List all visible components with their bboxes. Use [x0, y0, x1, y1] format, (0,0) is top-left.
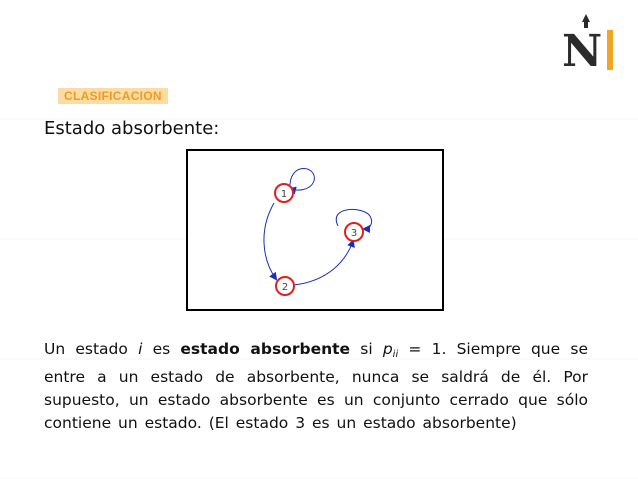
text-segment: es: [142, 340, 181, 358]
section-label: CLASIFICACION: [58, 88, 168, 104]
text-segment: si: [350, 340, 383, 358]
logo-accent-bar: [607, 30, 613, 70]
svg-text:N: N: [562, 26, 603, 72]
variable-p: $p_{ii}$: [382, 340, 399, 360]
text-segment: = 1. Siempre que se entre a un estado de absorbente, nunca se saldrá de él. Por supuesto, un estado absorbente es un conjunto cerrado que sólo contiene un estado. (El estado 3 es un estado absorbente): [44, 340, 588, 432]
node-3: [345, 223, 363, 241]
variable-i: i: [138, 340, 143, 358]
defined-term: estado absorbente: [180, 340, 351, 358]
node-1: [275, 184, 293, 202]
edge-1-1: [290, 168, 314, 190]
node-2: [276, 277, 294, 295]
svg-text:1: 1: [280, 189, 288, 200]
edge-1-2: [264, 203, 276, 279]
svg-text:3: 3: [350, 228, 358, 239]
text-segment: Un estado: [44, 340, 139, 358]
svg-text:2: 2: [281, 282, 289, 293]
markov-chain-diagram: [186, 149, 444, 311]
edge-2-3: [294, 241, 353, 285]
university-logo: [560, 14, 612, 72]
page-heading: Estado absorbente:: [44, 118, 220, 139]
definition-paragraph: [44, 338, 588, 435]
